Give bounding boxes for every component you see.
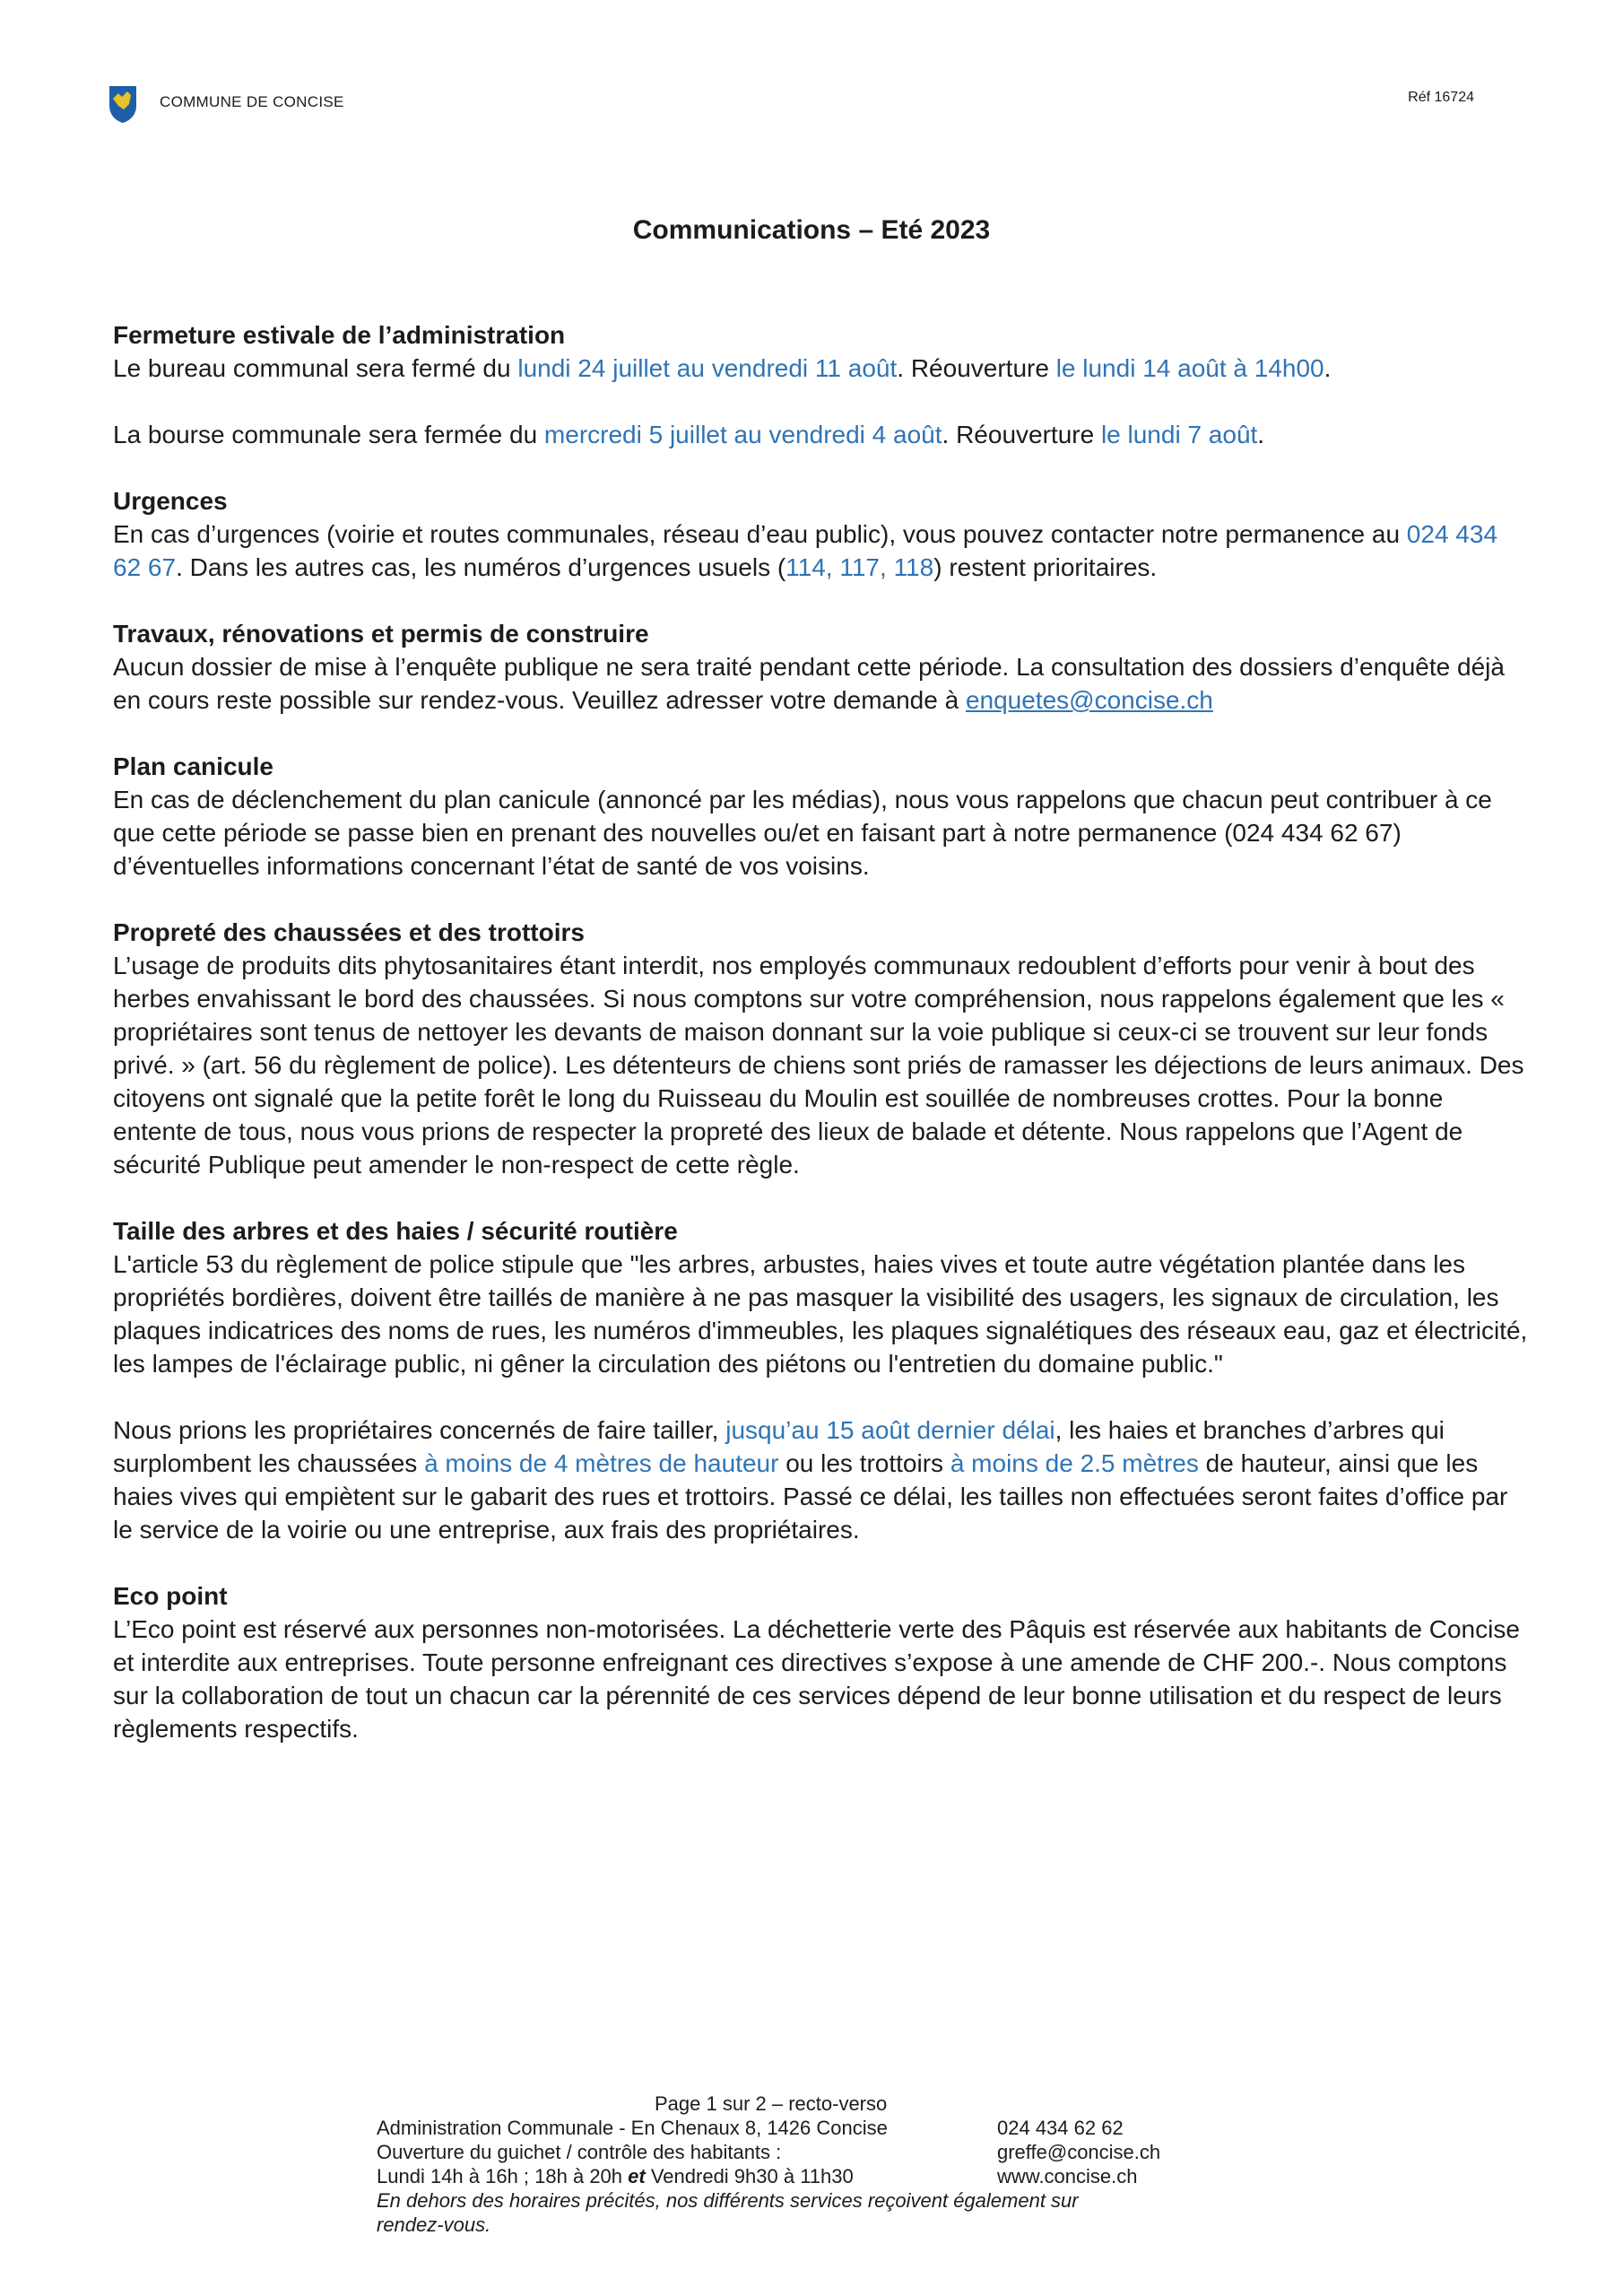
section-tree-trimming — [113, 1214, 1530, 1546]
commune-name: COMMUNE DE CONCISE — [160, 93, 344, 110]
footer-address: Administration Communale - En Chenaux 8, 1426 Concise — [377, 2117, 888, 2139]
page-header — [108, 84, 1506, 129]
footer-email[interactable]: greffe@concise.ch — [997, 2141, 1161, 2163]
footer-hours: Lundi 14h à 16h ; 18h à 20h et Vendredi 9h30 à 11h30 — [377, 2165, 854, 2187]
section-heading: Eco point — [113, 1582, 228, 1610]
section-summer-closure — [113, 318, 1530, 451]
section-heading: Travaux, rénovations et permis de construire — [113, 620, 649, 648]
section-heading: Taille des arbres et des haies / sécurité routière — [113, 1217, 678, 1245]
section-building-permits — [113, 617, 1530, 717]
paragraph-bourse-closure: La bourse communale sera fermée du mercredi 5 juillet au vendredi 4 août. Réouverture le lundi 7 août. — [113, 421, 1265, 448]
paragraph-building-permits: Aucun dossier de mise à l’enquête publique ne sera traité pendant cette période. La consultation des dossiers d’enquête déjà en cours reste possible sur rendez-vous. Veuillez adresser votre demande à enquetes@concise.ch — [113, 653, 1505, 714]
document-body — [113, 318, 1530, 1779]
page-number: Page 1 sur 2 – recto-verso — [655, 2092, 888, 2115]
paragraph-trimming-deadline: Nous prions les propriétaires concernés de faire tailler, jusqu’au 15 août dernier délai, les haies et branches d’arbres qui surplombent les chaussées à moins de 4 mètres de hauteur ou les trottoirs à moins de 2.5 mètres de hauteur, ainsi que les haies vives qui empiètent sur le gabarit des rues et trottoirs. Passé ce délai, les tailles non effectuées seront faites d’office par le service de la voirie ou une entreprise, aux frais des propriétaires. — [113, 1416, 1508, 1544]
email-link[interactable]: enquetes@concise.ch — [965, 686, 1213, 714]
section-heading: Propreté des chaussées et des trottoirs — [113, 918, 585, 946]
section-eco-point — [113, 1579, 1530, 1745]
paragraph-police-regulation: L'article 53 du règlement de police stipule que "les arbres, arbustes, haies vives et toute autre végétation plantée dans les propriétés bordières, doivent être taillés de manière à ne pas masquer la visibilité des usagers, les signaux de circulation, les plaques indicatrices des noms de rues, les numéros d'immeubles, les plaques signalétiques des réseaux eau, gaz et électricité, les lampes de l'éclairage public, ni gêner la circulation des piétons ou l'entretien du domaine public." — [113, 1250, 1528, 1378]
footer-note-line1: En dehors des horaires précités, nos différents services reçoivent également sur — [377, 2189, 1079, 2212]
section-cleanliness — [113, 916, 1530, 1181]
footer-note-line2: rendez-vous. — [377, 2213, 491, 2236]
paragraph-cleanliness: L’usage de produits dits phytosanitaires étant interdit, nos employés communaux redoublent d’efforts pour venir à bout des herbes envahissant le bord des chaussées. Si nous comptons sur votre compréhension, nous rappelons également que les « propriétaires sont tenus de nettoyer les devants de maison donnant sur la voie publique si ceux-ci se trouvent sur leur fonds privé. » (art. 56 du règlement de police). Les détenteurs de chiens sont priés de ramasser les déjections de leurs animaux. Des citoyens ont signalé que la petite forêt le long du Ruisseau du Moulin est souillée de nombreuses crottes. Pour la bonne entente de tous, nous vous prions de respecter la propreté des lieux de balade et détente. Nous rappelons que l’Agent de sécurité Publique peut amender le non-respect de cette règle. — [113, 952, 1524, 1178]
footer-hours-label: Ouverture du guichet / contrôle des habitants : — [377, 2141, 782, 2163]
page-title: Communications – Eté 2023 — [632, 215, 991, 245]
paragraph-emergencies: En cas d’urgences (voirie et routes communales, réseau d’eau public), vous pouvez contacter notre permanence au 024 434 62 67. Dans les autres cas, les numéros d’urgences usuels (114, 117, 118) restent prioritaires. — [113, 520, 1498, 581]
section-heading: Fermeture estivale de l’administration — [113, 321, 566, 349]
section-heading: Urgences — [113, 487, 228, 515]
paragraph-eco-point: L’Eco point est réservé aux personnes non-motorisées. La déchetterie verte des Pâquis est réservée aux habitants de Concise et interdite aux entreprises. Toute personne enfreignant ces directives s’expose à une amende de CHF 200.-. Nous comptons sur la collaboration de tout un chacun car la pérennité de ces services dépend de leur bonne utilisation et du respect de leurs règlements respectifs. — [113, 1615, 1520, 1743]
section-emergencies — [113, 484, 1530, 584]
commune-crest-icon — [108, 84, 138, 124]
footer-website[interactable]: www.concise.ch — [997, 2165, 1138, 2187]
paragraph-office-closure: Le bureau communal sera fermé du lundi 24 juillet au vendredi 11 août. Réouverture le lundi 14 août à 14h00. — [113, 354, 1332, 382]
section-heading: Plan canicule — [113, 752, 273, 780]
section-heatwave-plan — [113, 750, 1530, 883]
reference-number: Réf 16724 — [1408, 90, 1474, 105]
paragraph-heatwave: En cas de déclenchement du plan canicule (annoncé par les médias), nous vous rappelons que chacun peut contribuer à ce que cette période se passe bien en prenant des nouvelles ou/et en faisant part à notre permanence (024 434 62 67) d’éventuelles informations concernant l’état de santé de vos voisins. — [113, 786, 1492, 880]
footer-phone: 024 434 62 62 — [997, 2117, 1124, 2139]
